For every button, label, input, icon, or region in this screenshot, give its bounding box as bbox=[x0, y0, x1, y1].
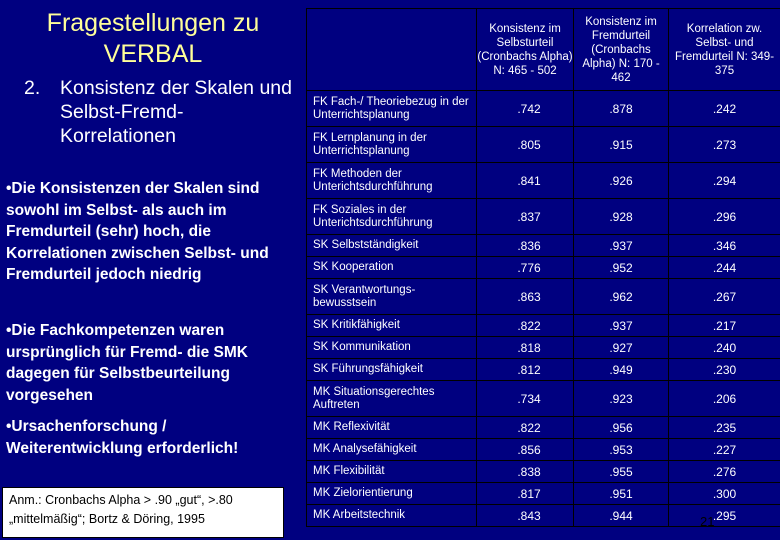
row-label: SK Selbstständigkeit bbox=[307, 235, 477, 257]
correlation-value: .242 bbox=[669, 91, 780, 127]
row-label: MK Situationsgerechtes Auftreten bbox=[307, 381, 477, 417]
self-consistency-value: .742 bbox=[477, 91, 574, 127]
self-consistency-value: .837 bbox=[477, 199, 574, 235]
table-row bbox=[307, 235, 780, 257]
row-label: SK Kooperation bbox=[307, 257, 477, 279]
row-label: FK Methoden der Unterichtsdurchführung bbox=[307, 163, 477, 199]
subtitle-number: 2. bbox=[24, 77, 41, 99]
other-consistency-value: .949 bbox=[574, 359, 669, 381]
other-consistency-value: .951 bbox=[574, 483, 669, 505]
other-consistency-value: .944 bbox=[574, 505, 669, 527]
table-row bbox=[307, 337, 780, 359]
table-row bbox=[307, 483, 780, 505]
row-label: FK Lernplanung in der Unterrichtsplanung bbox=[307, 127, 477, 163]
other-consistency-value: .915 bbox=[574, 127, 669, 163]
table-row bbox=[307, 163, 780, 199]
header-other-consistency: Konsistenz im Fremdurteil (Cronbachs Alpha) N: 170 - 462 bbox=[574, 9, 669, 91]
correlation-value: .273 bbox=[669, 127, 780, 163]
table-row bbox=[307, 127, 780, 163]
correlation-value: .244 bbox=[669, 257, 780, 279]
other-consistency-value: .952 bbox=[574, 257, 669, 279]
table-row bbox=[307, 439, 780, 461]
self-consistency-value: .805 bbox=[477, 127, 574, 163]
row-label: FK Fach-/ Theoriebezug in der Unterrichtsplanung bbox=[307, 91, 477, 127]
row-label: MK Flexibilität bbox=[307, 461, 477, 483]
bullet-research: •Ursachenforschung / Weiterentwicklung erforderlich! bbox=[6, 418, 239, 457]
other-consistency-value: .953 bbox=[574, 439, 669, 461]
table-row bbox=[307, 257, 780, 279]
correlation-value: .346 bbox=[669, 235, 780, 257]
correlation-value: .235 bbox=[669, 417, 780, 439]
other-consistency-value: .956 bbox=[574, 417, 669, 439]
other-consistency-value: .923 bbox=[574, 381, 669, 417]
correlation-value: .240 bbox=[669, 337, 780, 359]
other-consistency-value: .962 bbox=[574, 279, 669, 315]
other-consistency-value: .937 bbox=[574, 315, 669, 337]
table-body bbox=[307, 91, 780, 527]
header-empty bbox=[307, 9, 477, 91]
correlation-value: .230 bbox=[669, 359, 780, 381]
self-consistency-value: .822 bbox=[477, 417, 574, 439]
row-label: MK Zielorientierung bbox=[307, 483, 477, 505]
header-self-consistency: Konsistenz im Selbsturteil (Cronbachs Alpha) N: 465 - 502 bbox=[477, 9, 574, 91]
self-consistency-value: .838 bbox=[477, 461, 574, 483]
table-row bbox=[307, 91, 780, 127]
subtitle-text: Konsistenz der Skalen und Selbst-Fremd-Korrelationen bbox=[60, 77, 292, 147]
page-number: 21 bbox=[700, 514, 715, 529]
table-row bbox=[307, 315, 780, 337]
correlation-value: .267 bbox=[669, 279, 780, 315]
slide-subtitle bbox=[24, 76, 299, 148]
row-label: MK Analysefähigkeit bbox=[307, 439, 477, 461]
row-label: SK Führungsfähigkeit bbox=[307, 359, 477, 381]
self-consistency-value: .841 bbox=[477, 163, 574, 199]
row-label: SK Kommunikation bbox=[307, 337, 477, 359]
self-consistency-value: .776 bbox=[477, 257, 574, 279]
correlation-value: .206 bbox=[669, 381, 780, 417]
table-header-row bbox=[307, 9, 780, 91]
header-correlation: Korrelation zw. Selbst- und Fremdurteil N: 349-375 bbox=[669, 9, 780, 91]
table-row bbox=[307, 461, 780, 483]
correlation-value: .217 bbox=[669, 315, 780, 337]
row-label: FK Soziales in der Unterichtsdurchführung bbox=[307, 199, 477, 235]
self-consistency-value: .734 bbox=[477, 381, 574, 417]
other-consistency-value: .927 bbox=[574, 337, 669, 359]
row-label: MK Arbeitstechnik bbox=[307, 505, 477, 527]
other-consistency-value: .878 bbox=[574, 91, 669, 127]
table-row bbox=[307, 279, 780, 315]
self-consistency-value: .818 bbox=[477, 337, 574, 359]
other-consistency-value: .928 bbox=[574, 199, 669, 235]
correlation-value: .294 bbox=[669, 163, 780, 199]
correlation-value: .276 bbox=[669, 461, 780, 483]
correlation-value: .227 bbox=[669, 439, 780, 461]
row-label: MK Reflexivität bbox=[307, 417, 477, 439]
other-consistency-value: .955 bbox=[574, 461, 669, 483]
correlation-value: .300 bbox=[669, 483, 780, 505]
table-row bbox=[307, 199, 780, 235]
bullet-competencies: •Die Fachkompetenzen waren ursprünglich für Fremd- die SMK dagegen für Selbstbeurteilung vorgesehen bbox=[6, 322, 248, 404]
table-row bbox=[307, 359, 780, 381]
other-consistency-value: .937 bbox=[574, 235, 669, 257]
table-row bbox=[307, 381, 780, 417]
self-consistency-value: .812 bbox=[477, 359, 574, 381]
results-table bbox=[306, 8, 780, 527]
self-consistency-value: .836 bbox=[477, 235, 574, 257]
bullet-consistency: •Die Konsistenzen der Skalen sind sowohl im Selbst- als auch im Fremdurteil (sehr) hoch, die Korrelationen zwischen Selbst- und Fremdurteil jedoch niedrig bbox=[6, 180, 269, 283]
self-consistency-value: .856 bbox=[477, 439, 574, 461]
row-label: SK Verantwortungs-bewusstsein bbox=[307, 279, 477, 315]
other-consistency-value: .926 bbox=[574, 163, 669, 199]
row-label: SK Kritikfähigkeit bbox=[307, 315, 477, 337]
self-consistency-value: .817 bbox=[477, 483, 574, 505]
self-consistency-value: .822 bbox=[477, 315, 574, 337]
correlation-value: .295 bbox=[669, 505, 780, 527]
slide-title: Fragestellungen zu VERBAL bbox=[46, 9, 260, 68]
correlation-value: .296 bbox=[669, 199, 780, 235]
footnote-box: Anm.: Cronbachs Alpha > .90 „gut“, >.80 „mittelmäßig“; Bortz & Döring, 1995 bbox=[2, 487, 284, 538]
self-consistency-value: .843 bbox=[477, 505, 574, 527]
self-consistency-value: .863 bbox=[477, 279, 574, 315]
table-row bbox=[307, 417, 780, 439]
